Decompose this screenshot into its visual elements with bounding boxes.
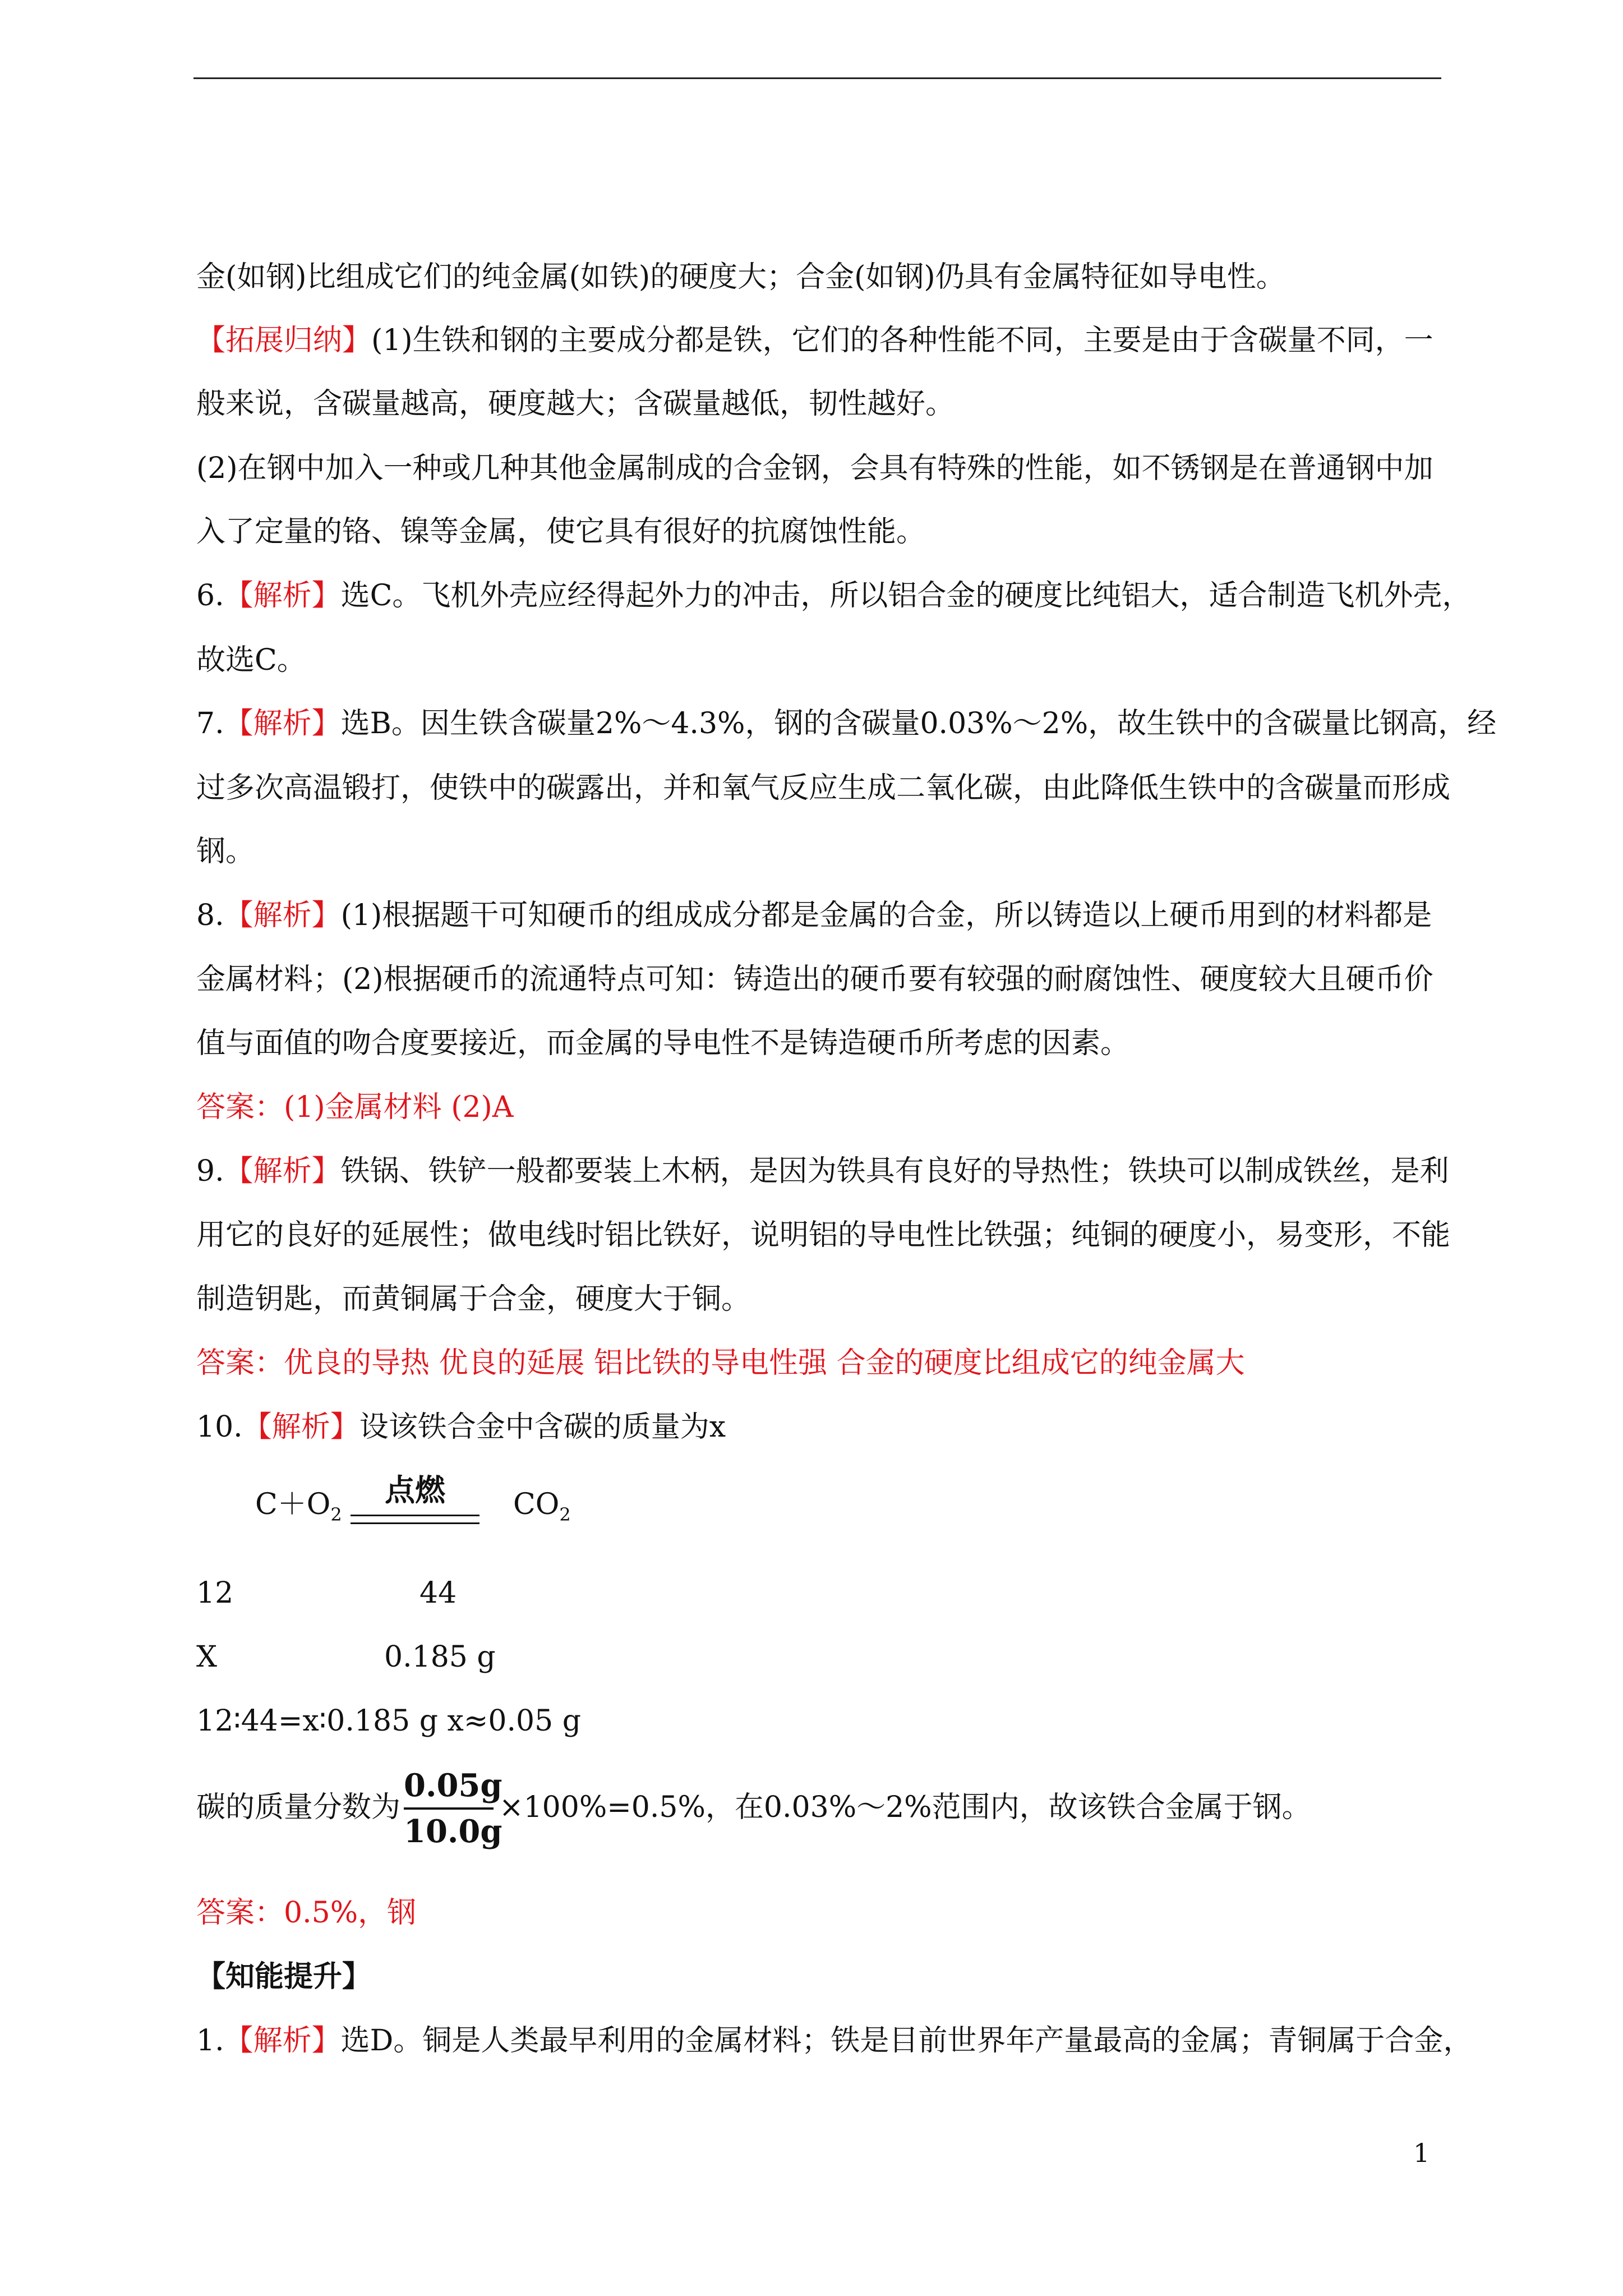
- text-line: 碳的质量分数为: [196, 1791, 401, 1824]
- tag-label: 【解析】: [224, 2024, 341, 2058]
- text-line: 故选C。: [196, 643, 306, 677]
- answer-line: 答案：0.5%，钢: [196, 1896, 417, 1930]
- tag-label: 【解析】: [242, 1410, 359, 1444]
- tag-label: 【拓展归纳】: [196, 324, 372, 357]
- answer-line: 答案：(1)金属材料 (2)A: [196, 1091, 514, 1124]
- text-line: 12∶44=x∶0.185 g x≈0.05 g: [196, 1704, 582, 1738]
- tag-label: 【解析】: [224, 899, 341, 932]
- text-line: (2)在钢中加入一种或几种其他金属制成的合金钢，会具有特殊的性能，如不锈钢是在普通钢中加: [196, 452, 1433, 485]
- header-rule: [193, 77, 1441, 79]
- reaction-condition: 点燃: [385, 1473, 445, 1508]
- equation-product: $CO_2$: [513, 1488, 571, 1525]
- text-line: 6.【解析】选C。飞机外壳应经得起外力的冲击，所以铝合金的硬度比纯铝大，适合制造飞机外壳，: [196, 579, 1472, 613]
- text-line: 10.【解析】设该铁合金中含碳的质量为x: [196, 1410, 726, 1444]
- text-line: 值与面值的吻合度要接近，而金属的导电性不是铸造硬币所考虑的因素。: [196, 1027, 1130, 1060]
- text-line: 7.【解析】选B。因生铁含碳量2%～4.3%，钢的含碳量0.03%～2%，故生铁中的含碳量比钢高，经: [196, 707, 1497, 740]
- text-line: 8.【解析】(1)根据题干可知硬币的组成成分都是金属的合金，所以铸造以上硬币用到的材料都是: [196, 899, 1432, 932]
- text-line: 用它的良好的延展性；做电线时铝比铁好，说明铝的导电性比铁强；纯铜的硬度小，易变形，不能: [196, 1218, 1451, 1252]
- tag-label: 【解析】: [224, 707, 341, 740]
- section-heading: 【知能提升】: [196, 1959, 372, 1994]
- fraction-numerator: 0.05g: [404, 1767, 502, 1804]
- mass-row-left: 12: [196, 1576, 234, 1610]
- fraction: [404, 1766, 502, 1851]
- text-line: 金属材料；(2)根据硬币的流通特点可知：铸造出的硬币要有较强的耐腐蚀性、硬度较大且硬币价: [196, 963, 1433, 996]
- mass-row-right: 44: [419, 1576, 457, 1610]
- text-line: 9.【解析】铁锅、铁铲一般都要装上木柄，是因为铁具有良好的导热性；铁块可以制成铁丝，是利: [196, 1154, 1449, 1188]
- text-line: ×100%=0.5%，在0.03%～2%范围内，故该铁合金属于钢。: [499, 1791, 1311, 1824]
- text-line: 【拓展归纳】(1)生铁和钢的主要成分都是铁，它们的各种性能不同，主要是由于含碳量不同，一: [196, 324, 1433, 357]
- reaction-arrow-line: [351, 1522, 479, 1524]
- fraction-bar: [404, 1807, 494, 1810]
- tag-label: 【解析】: [224, 1154, 341, 1188]
- text-line: 过多次高温锻打，使铁中的碳露出，并和氧气反应生成二氧化碳，由此降低生铁中的含碳量而形成: [196, 771, 1451, 805]
- text-line: 钢。: [196, 835, 255, 868]
- text-line: 1.【解析】选D。铜是人类最早利用的金属材料；铁是目前世界年产量最高的金属；青铜属于合金，: [196, 2024, 1473, 2058]
- mass-row-right: 0.185 g: [384, 1640, 496, 1674]
- fraction-denominator: 10.0g: [404, 1813, 502, 1850]
- text-line: 入了定量的铬、镍等金属，使它具有很好的抗腐蚀性能。: [196, 515, 926, 549]
- answer-line: 答案：优良的导热 优良的延展 铝比铁的导电性强 合金的硬度比组成它的纯金属大: [196, 1346, 1245, 1380]
- mass-row-left: X: [196, 1640, 218, 1674]
- page-number: 1: [1413, 2138, 1430, 2168]
- tag-label: 【解析】: [224, 579, 341, 613]
- text-line: 制造钥匙，而黄铜属于合金，硬度大于铜。: [196, 1282, 751, 1316]
- text-line: 般来说，含碳量越高，硬度越大；含碳量越低，韧性越好。: [196, 387, 955, 421]
- equation-reactants: $C+O_2$: [255, 1488, 342, 1525]
- text-line: 金(如钢)比组成它们的纯金属(如铁)的硬度大；合金(如钢)仍具有金属特征如导电性。: [196, 260, 1285, 294]
- reaction-arrow-line: [351, 1515, 479, 1516]
